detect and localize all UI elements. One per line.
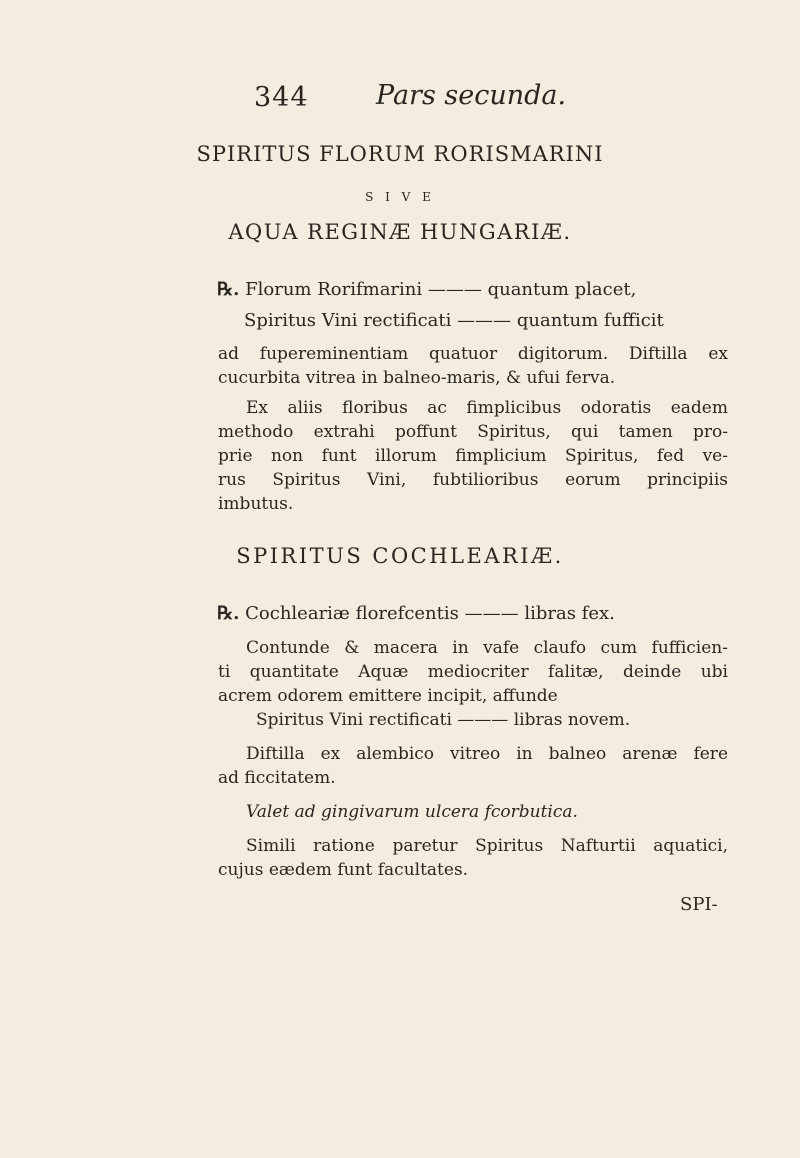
section2-title: SPIRITUS COCHLEARIÆ.	[236, 544, 564, 568]
text-line: cujus eædem funt facultates.	[218, 860, 469, 880]
recipe-symbol: ℞.	[217, 603, 240, 624]
text-line: Ex aliis floribus ac fimplicibus odoratis eadem	[246, 398, 728, 418]
text-line: prie non funt illorum fimplicium Spiritus, fed ve-	[218, 446, 728, 466]
text-line: rus Spiritus Vini, fubtilioribus eorum principiis	[218, 470, 728, 490]
section1-sive: S I V E	[365, 190, 435, 204]
section1-subtitle: AQUA REGINÆ HUNGARIÆ.	[228, 220, 572, 244]
running-title: Pars secunda.	[376, 80, 567, 111]
text-line: ad fupereminentiam quatuor digitorum. Diftilla ex	[218, 344, 728, 364]
recipe-symbol: ℞.	[217, 279, 240, 300]
text-line: ti quantitate Aquæ mediocriter falitæ, deinde ubi	[218, 662, 728, 682]
text-line: Simili ratione paretur Spiritus Nafturtii aquatici,	[246, 836, 728, 856]
recipe-line	[217, 279, 636, 300]
recipe-line: Spiritus Vini rectificati ——— libras novem.	[256, 710, 631, 730]
recipe-line	[217, 603, 615, 624]
text-line: imbutus.	[218, 494, 294, 514]
text-line: cucurbita vitrea in balneo-maris, & ufui ferva.	[218, 368, 616, 388]
recipe-line-text: Cochleariæ florefcentis ——— libras fex.	[245, 603, 615, 624]
text-line: Contunde & macera in vafe claufo cum fufficien-	[246, 638, 728, 658]
text-line: Diftilla ex alembico vitreo in balneo arenæ fere	[246, 744, 728, 764]
section1-title: SPIRITUS FLORUM RORISMARINI	[196, 142, 604, 166]
recipe-line-text: Florum Rorifmarini ——— quantum placet,	[245, 279, 637, 300]
page-number: 344	[254, 82, 309, 113]
text-line: acrem odorem emittere incipit, affunde	[218, 686, 558, 706]
recipe-line: Spiritus Vini rectificati ——— quantum fufficit	[244, 310, 664, 331]
valet-line: Valet ad gingivarum ulcera fcorbutica.	[246, 802, 578, 822]
catchword: SPI-	[680, 894, 718, 915]
text-line: ad ficcitatem.	[218, 768, 336, 788]
text-line: methodo extrahi poffunt Spiritus, qui tamen pro-	[218, 422, 728, 442]
